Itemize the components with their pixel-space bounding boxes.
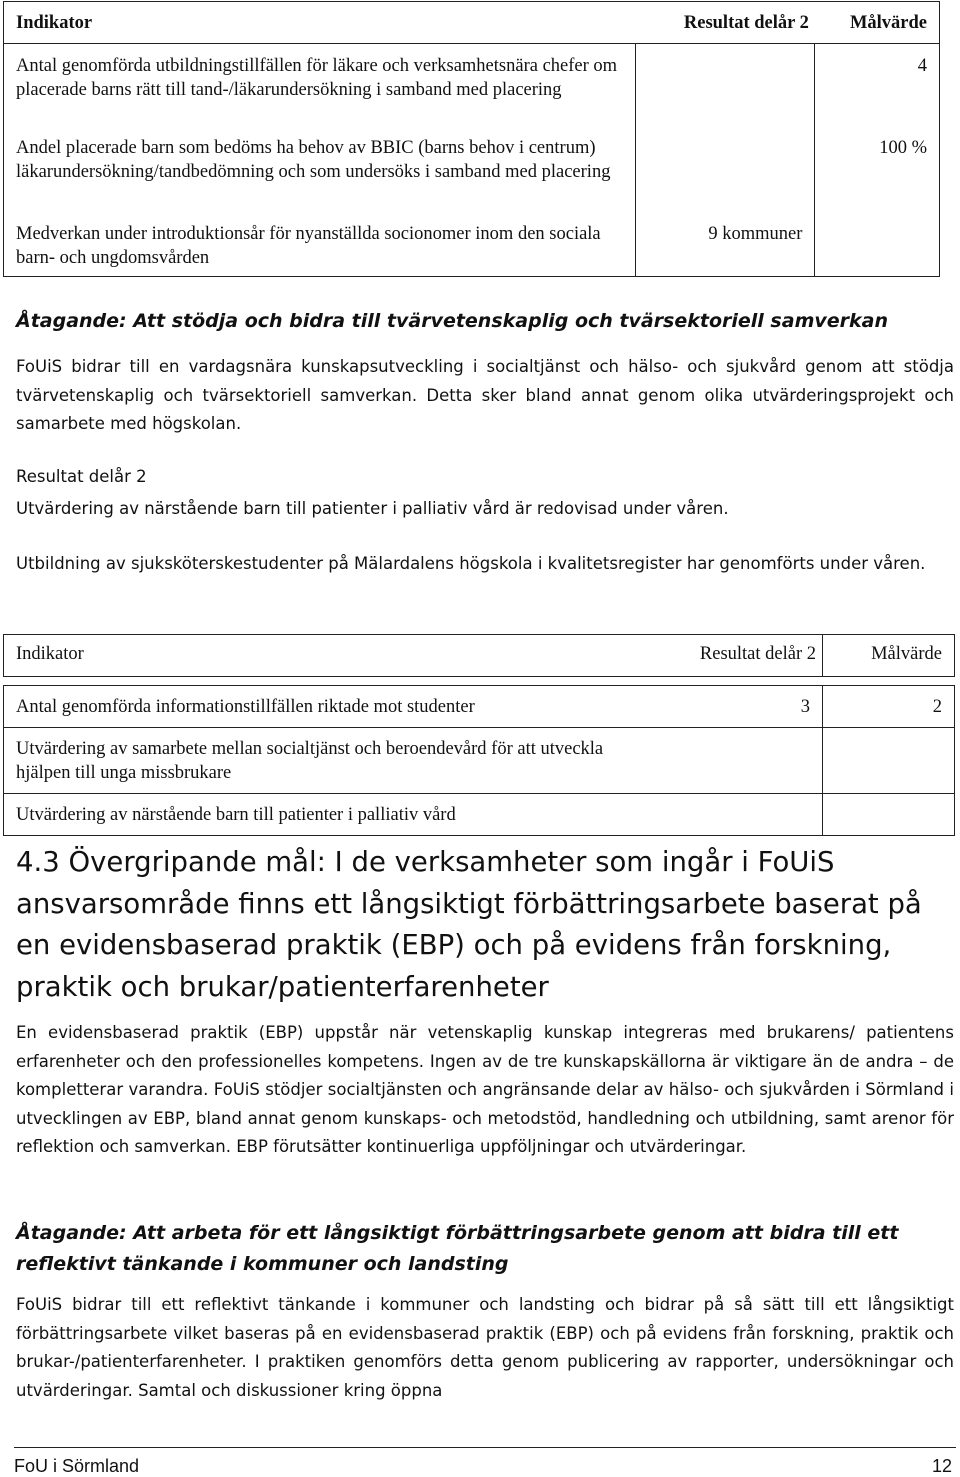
result-heading: Resultat delår 2 — [16, 467, 147, 486]
result-line-2: Utbildning av sjuksköterskestudenter på Mälardalens högskola i kvalitetsregister har genomförts under våren. — [16, 554, 926, 573]
indicator-table-2 — [3, 634, 955, 836]
cell-resultat: 3 — [664, 686, 823, 728]
column-header-malvarde: Målvärde — [815, 2, 940, 44]
commitment-paragraph-2: FoUiS bidrar till ett reflektivt tänkande i kommuner och landsting och bidrar på så sätt till ett långsiktigt förbättringsarbete vilket baseras på en evidensbaserad praktik (EBP) och på evidens från forskning, praktik och brukar-/patienterfarenheter. I praktiken genomförs detta genom publicering av rapporter, undersökningar och utvärderingar. Samtal och diskussioner kring öppna — [16, 1295, 954, 1400]
cell-indikator: Utvärdering av närstående barn till patienter i palliativ vård — [4, 794, 665, 836]
indicator-table-1 — [3, 1, 940, 277]
column-header-indikator: Indikator — [4, 635, 665, 677]
spacer-cell — [4, 677, 955, 686]
cell-malvarde — [823, 794, 955, 836]
cell-resultat — [664, 728, 823, 794]
cell-indikator: Antal genomförda informationstillfällen riktade mot studenter — [4, 686, 665, 728]
commitment-paragraph-1: FoUiS bidrar till en vardagsnära kunskapsutveckling i socialtjänst och hälso- och sjukvård genom att stödja tvärvetenskaplig och tvärsektoriell samverkan. Detta sker bland annat genom olika utvärderingsprojekt och samarbete med högskolan. — [16, 357, 954, 433]
ebp-paragraph: En evidensbaserad praktik (EBP) uppstår när vetenskaplig kunskap integreras med brukarens/ patientens erfarenheter och den professionelles kompetens. Ingen av de tre kunskapskällorna är viktigare än de andra – de kompletterar varandra. FoUiS stödjer socialtjänsten och angränsande delar av hälso- och sjukvården i Sörmland i utvecklingen av EBP, bland annat genom kunskaps- och metodstöd, handledning och utbildning, samt arenor för reflektion och samverkan. EBP förutsätter kontinuerliga uppföljningar och utvärderingar. — [16, 1023, 954, 1156]
footer-title: FoU i Sörmland — [14, 1456, 140, 1476]
cell-malvarde — [823, 728, 955, 794]
cell-malvarde — [815, 212, 940, 277]
cell-indikator: Andel placerade barn som bedöms ha behov av BBIC (barns behov i centrum) läkarundersökning/tandbedömning och som undersöks i samband med placering — [4, 126, 636, 212]
table-header-row — [4, 2, 940, 44]
section-heading: 4.3 Övergripande mål: I de verksamheter som ingår i FoUiS ansvarsområde finns ett långsiktigt förbättringsarbete baserat på en evidensbaserad praktik (EBP) och på evidens från forskning, praktik och brukar/patienterfarenheter — [16, 846, 922, 1003]
table-header-row — [4, 635, 955, 677]
cell-malvarde: 4 — [815, 44, 940, 127]
table-row — [4, 126, 940, 212]
column-header-resultat: Resultat delår 2 — [635, 2, 815, 44]
cell-indikator: Utvärdering av samarbete mellan socialtjänst och beroendevård för att utveckla hjälpen till unga missbrukare — [4, 728, 665, 794]
commitment-heading-2: Åtagande: Att arbeta för ett långsiktigt förbättringsarbete genom att bidra till ett reflektivt tänkande i kommuner och landsting — [16, 1222, 899, 1275]
result-line-1: Utvärdering av närstående barn till patienter i palliativ vård är redovisad under våren. — [16, 499, 729, 518]
cell-resultat — [664, 794, 823, 836]
table-spacer — [4, 677, 955, 686]
cell-resultat — [635, 126, 815, 212]
page-number: 12 — [931, 1456, 952, 1476]
table-row — [4, 44, 940, 127]
column-header-indikator: Indikator — [4, 2, 636, 44]
cell-malvarde: 100 % — [815, 126, 940, 212]
table-row — [4, 794, 955, 836]
table-row — [4, 686, 955, 728]
commitment-heading-1: Åtagande: Att stödja och bidra till tvärvetenskaplig och tvärsektoriell samverkan — [16, 310, 888, 332]
cell-resultat: 9 kommuner — [635, 212, 815, 277]
cell-malvarde: 2 — [823, 686, 955, 728]
cell-indikator: Antal genomförda utbildningstillfällen för läkare och verksamhetsnära chefer om placerade barns rätt till tand-/läkarundersökning i samband med placering — [4, 44, 636, 127]
footer-divider — [14, 1447, 956, 1448]
column-header-malvarde: Målvärde — [823, 635, 955, 677]
table-row — [4, 212, 940, 277]
column-header-resultat: Resultat delår 2 — [664, 635, 823, 677]
table-row — [4, 728, 955, 794]
cell-resultat — [635, 44, 815, 127]
cell-indikator: Medverkan under introduktionsår för nyanställda socionomer inom den sociala barn- och ungdomsvården — [4, 212, 636, 277]
